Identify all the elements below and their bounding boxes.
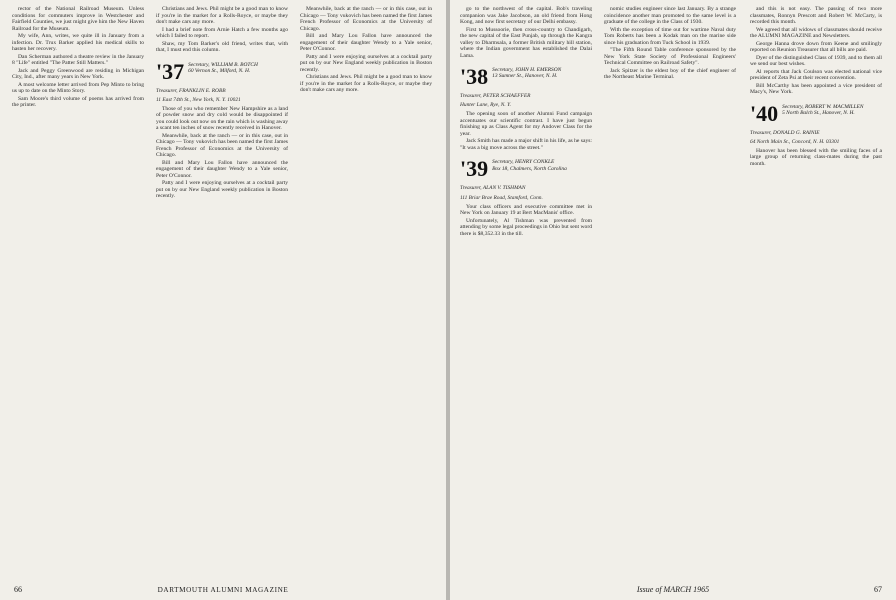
paragraph: Dyer of the distinguished Class of 1939, and to them all we send our best wishes. bbox=[750, 54, 882, 67]
paragraph: rector of the National Railroad Museum. Unless conditions for commuters improve in Westchester and Fairfield Counties, we just might give him the New Haven Railroad for the Museum. bbox=[12, 6, 144, 32]
secretary-block bbox=[188, 62, 258, 74]
paragraph: and this is not easy. The passing of two more classmates, Ronnyn Prescott and Robert W. McCarty, is recorded this month. bbox=[750, 6, 882, 25]
class-38-heading bbox=[460, 64, 592, 89]
class-37-heading bbox=[156, 58, 288, 84]
paragraph: The opening soon of another Alumni Fund campaign accentuates our scientific contrast. I have just begun finishing up as Class Agent for my Andover Class for the year. bbox=[460, 111, 592, 137]
secretary-line: Secretary, JOHN H. EMERSON bbox=[492, 67, 562, 73]
running-footer: DARTMOUTH ALUMNI MAGAZINE bbox=[157, 586, 289, 594]
treasurer-line: Treasurer, PETER SCHAEFFER bbox=[460, 93, 531, 99]
secretary-address: 5 North Balch St., Hanover, N. H. bbox=[782, 109, 855, 116]
class-year: '38 bbox=[460, 64, 489, 89]
paragraph: Your class officers and executive committee met in New York on January 19 at Bert MacManis' office. bbox=[460, 203, 592, 217]
right-column-1 bbox=[460, 6, 592, 566]
paragraph: Christians and Jews. Phil might be a good man to know if you're in the market for a Rolls-Royce, or maybe they don't make cars any more. bbox=[156, 6, 288, 25]
paragraph: Al reports that Jack Coulson was elected national vice president of Zeta Psi at their recent convention. bbox=[750, 68, 882, 81]
treasurer-line: Treasurer, ALAN V. TISHMAN bbox=[460, 185, 526, 192]
right-page bbox=[450, 0, 896, 600]
class-year: '37 bbox=[156, 58, 185, 84]
paragraph: Unfortunately, Al Tishman was prevented from attending by some legal proceedings in Ohio but sent word there is $8,352.33 in the till. bbox=[460, 217, 592, 237]
secretary-line: Secretary, HENRY CONKLE bbox=[492, 159, 555, 166]
treasurer-line: Treasurer, DONALD G. RAINIE bbox=[750, 129, 820, 136]
treasurer-address: 64 North Main St., Concord, N. H. 03301 bbox=[750, 138, 840, 145]
class-40-heading bbox=[750, 100, 882, 126]
right-column-2 bbox=[604, 6, 736, 566]
secretary-block bbox=[782, 104, 863, 116]
paragraph: Bill and Mary Lou Fallon have announced the engagement of their daughter Wendy to a Yale senior, Peter O'Connor. bbox=[300, 33, 432, 52]
secretary-address: 13 Sumner St., Hanover, N. H. bbox=[492, 73, 558, 80]
paragraph: My wife, Ann, writes, we quite ill in January from a infection. Dr. Trux Barker applied his medical skills to hasten her recovery. bbox=[12, 33, 144, 52]
paragraph: Meanwhile, back at the ranch — or in this case, out in Chicago — Tony vukovich has been named the first James French Professor of Economics at the University of Chicago. bbox=[300, 6, 432, 32]
paragraph: Patty and I were enjoying ourselves at a cocktail party put on by our New England weekly publication in Boston recently. bbox=[300, 53, 432, 73]
right-column-3 bbox=[750, 6, 882, 566]
paragraph: Jack and Peggy Greenwood are residing in Michigan City, Ind., after many years in New York. bbox=[12, 67, 144, 80]
paragraph: Those of you who remember New Hampshire as a land of powder snow and dry cold would be disappointed if you could look out now on the rain which is washing away a scant ten inches of snow recently received in Hanover. bbox=[156, 105, 288, 132]
secretary-line: Secretary, WILLIAM B. BOTCH bbox=[188, 61, 258, 68]
page-number: 67 bbox=[874, 585, 882, 594]
paragraph: A most welcome letter arrived from Pep Minto to bring us up to date on the Minto Story. bbox=[12, 81, 144, 94]
paragraph: I had a brief note from Arnie Hatch a few months ago which I failed to report. bbox=[156, 26, 288, 39]
left-page bbox=[0, 0, 446, 600]
paragraph: George Hanna drove down from Keene and smilingly reported on Reunion Treasurer that all bills are paid. bbox=[750, 40, 882, 53]
paragraph: Meanwhile, back at the ranch — or in this case, out in Chicago — Tony vukovich has been named the first James French Professor of Economics at the University of Chicago. bbox=[156, 132, 288, 159]
paragraph: Sam Moore's third volume of poems has arrived from the printer. bbox=[12, 95, 144, 108]
paragraph: Bill and Mary Lou Fallon have announced the engagement of their daughter Wendy to a Yale senior, Peter O'Connor. bbox=[156, 159, 288, 179]
treasurer-address: 111 Briar Brae Road, Stamford, Conn. bbox=[460, 194, 543, 201]
paragraph: "The Fifth Round Table conference sponsored by the New York State Society of Professional Engineers' Technical Committee on Railroad Safety". bbox=[604, 47, 736, 66]
paragraph: Christians and Jews. Phil might be a good man to know if you're in the market for a Rolls-Royce, or maybe they don't make cars any more. bbox=[300, 74, 432, 93]
paragraph: First to Mussoorie, then cross-country to Chandigarh, the new capital of the East Punjab, up through the Kangra valley to Dharmsala, a former British military hill station, where the Indian government has established the Dalai Lama. bbox=[460, 26, 592, 59]
secretary-block bbox=[492, 159, 567, 171]
paragraph: Shaw, my Tom Barker's old friend, writes that, with that, I must end this column. bbox=[156, 40, 288, 53]
secretary-line: Secretary, ROBERT W. MACMILLEN bbox=[782, 103, 864, 110]
paragraph: Patty and I were enjoying ourselves at a cocktail party put on by our New England weekly publication in Boston recently. bbox=[156, 180, 288, 200]
secretary-address: Box 18, Chalmers, North Carolina bbox=[492, 165, 567, 172]
treasurer-address: 11 East 74th St., New York, N. Y. 10021 bbox=[156, 96, 241, 103]
paragraph: Jack Spitzer is the eldest boy of the chief engineer of the Northeast Marine Terminal. bbox=[604, 67, 736, 80]
class-year: '40 bbox=[750, 100, 779, 126]
paragraph: Dan Scherman authored a theatre review in the January 8 "Life" entitled "The Patter Still Matters." bbox=[12, 53, 144, 66]
paragraph: nomic studies engineer since last January. By a strange coincidence another man promoted to the same level is a graduate of the college in the Class of 1930. bbox=[604, 6, 736, 25]
paragraph: We agreed that all widows of classmates should receive the ALUMNI MAGAZINE and Newsletters. bbox=[750, 26, 882, 39]
class-39-heading bbox=[460, 156, 592, 182]
paragraph: Bill McCarthy has been appointed a vice president of Macy's, New York. bbox=[750, 82, 882, 95]
secretary-address: 60 Vernon St., Milford, N. H. bbox=[188, 67, 251, 74]
secretary-block bbox=[492, 67, 561, 79]
class-year: '39 bbox=[460, 156, 489, 182]
paragraph: Jack Smith has made a major shift in his life, as he says: "It was a big move across the street." bbox=[460, 138, 592, 151]
treasurer-address: Hunter Lane, Rye, N. Y. bbox=[460, 102, 511, 109]
paragraph: Hanover has been blessed with the smiling faces of a large group of returning class-mates during the past month. bbox=[750, 147, 882, 167]
left-column-2 bbox=[156, 6, 288, 566]
paragraph: go to the northwest of the capital. Bob's traveling companion was Jake Jacobson, an old friend from Hong Kong, and now first secretary of our Delhi embassy. bbox=[460, 6, 592, 25]
running-footer: Issue of MARCH 1965 bbox=[636, 585, 710, 594]
left-column-3 bbox=[300, 6, 432, 566]
left-column-1 bbox=[12, 6, 144, 566]
page-number: 66 bbox=[14, 585, 22, 594]
paragraph: With the exception of time out for wartime Naval duty Tom Roberts has been a Kodak man on the marine side since his graduation from Tuck School in 1939. bbox=[604, 26, 736, 46]
treasurer-line: Treasurer, FRANKLIN E. ROBB bbox=[156, 87, 226, 94]
